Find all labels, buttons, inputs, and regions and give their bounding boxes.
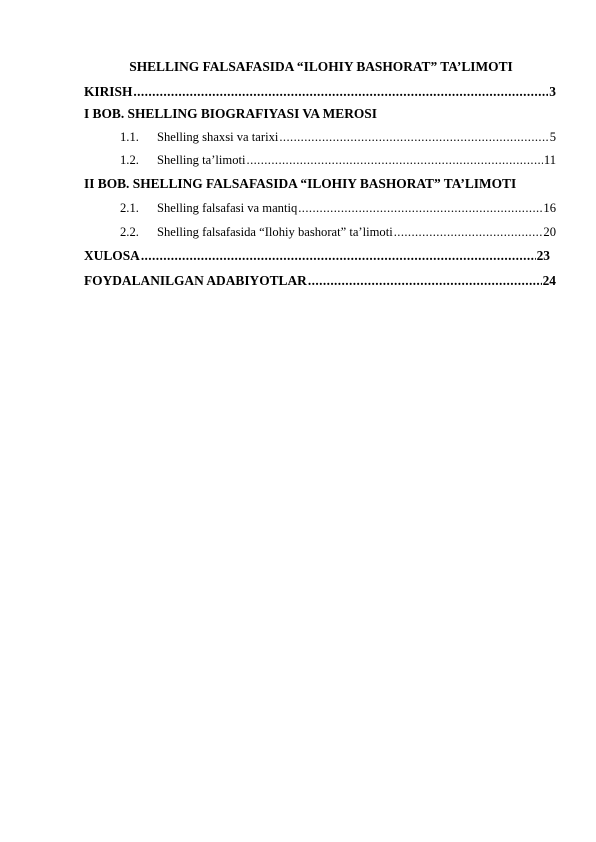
toc-page-number: 3: [549, 84, 556, 99]
toc-leader-dots: [247, 152, 543, 168]
toc-page-number: 11: [543, 153, 556, 167]
toc-label: Shelling shaxsi va tarixi: [157, 130, 279, 144]
toc-section-1-1: [120, 129, 556, 145]
toc-section-number: 1.2.: [120, 153, 139, 167]
toc-leader-dots: [308, 273, 542, 289]
toc-page-number: 23: [536, 248, 550, 263]
toc-section-number: 2.1.: [120, 201, 139, 215]
toc-page-number: 16: [543, 201, 556, 215]
toc-label: XULOSA: [84, 248, 140, 263]
toc-page-number: 24: [542, 273, 556, 288]
toc-section-number: 2.2.: [120, 225, 139, 239]
toc-label: KIRISH: [84, 84, 133, 99]
toc-leader-dots: [133, 84, 548, 100]
toc-leader-dots: [394, 224, 543, 240]
toc-page-number: 20: [543, 225, 556, 239]
toc-entry-adabiyotlar: [84, 273, 556, 289]
toc-label: I BOB. SHELLING BIOGRAFIYASI VA MEROSI: [84, 106, 377, 121]
toc-section-2-1: [120, 200, 556, 216]
toc-section-number: 1.1.: [120, 130, 139, 144]
toc-section-1-2: [120, 152, 556, 168]
toc-chapter-1: [84, 106, 377, 122]
toc-chapter-2: [84, 176, 516, 192]
toc-page-number: 5: [549, 130, 556, 144]
toc-label: FOYDALANILGAN ADABIYOTLAR: [84, 273, 307, 288]
toc-entry-xulosa: [84, 248, 550, 264]
toc-section-2-2: [120, 224, 556, 240]
toc-leader-dots: [141, 248, 536, 264]
toc-leader-dots: [298, 200, 542, 216]
toc-label: II BOB. SHELLING FALSAFASIDA “ILOHIY BASHORAT” TA’LIMOTI: [84, 176, 517, 191]
toc-leader-dots: [279, 129, 548, 145]
toc-label: Shelling ta’limoti: [157, 153, 246, 167]
toc-label: Shelling falsafasida “Ilohiy bashorat” ta’limoti: [157, 225, 393, 239]
toc-entry-kirish: [84, 84, 556, 100]
document-title: SHELLING FALSAFASIDA “ILOHIY BASHORAT” TA’LIMOTI: [129, 59, 513, 74]
toc-label: Shelling falsafasi va mantiq: [157, 201, 298, 215]
